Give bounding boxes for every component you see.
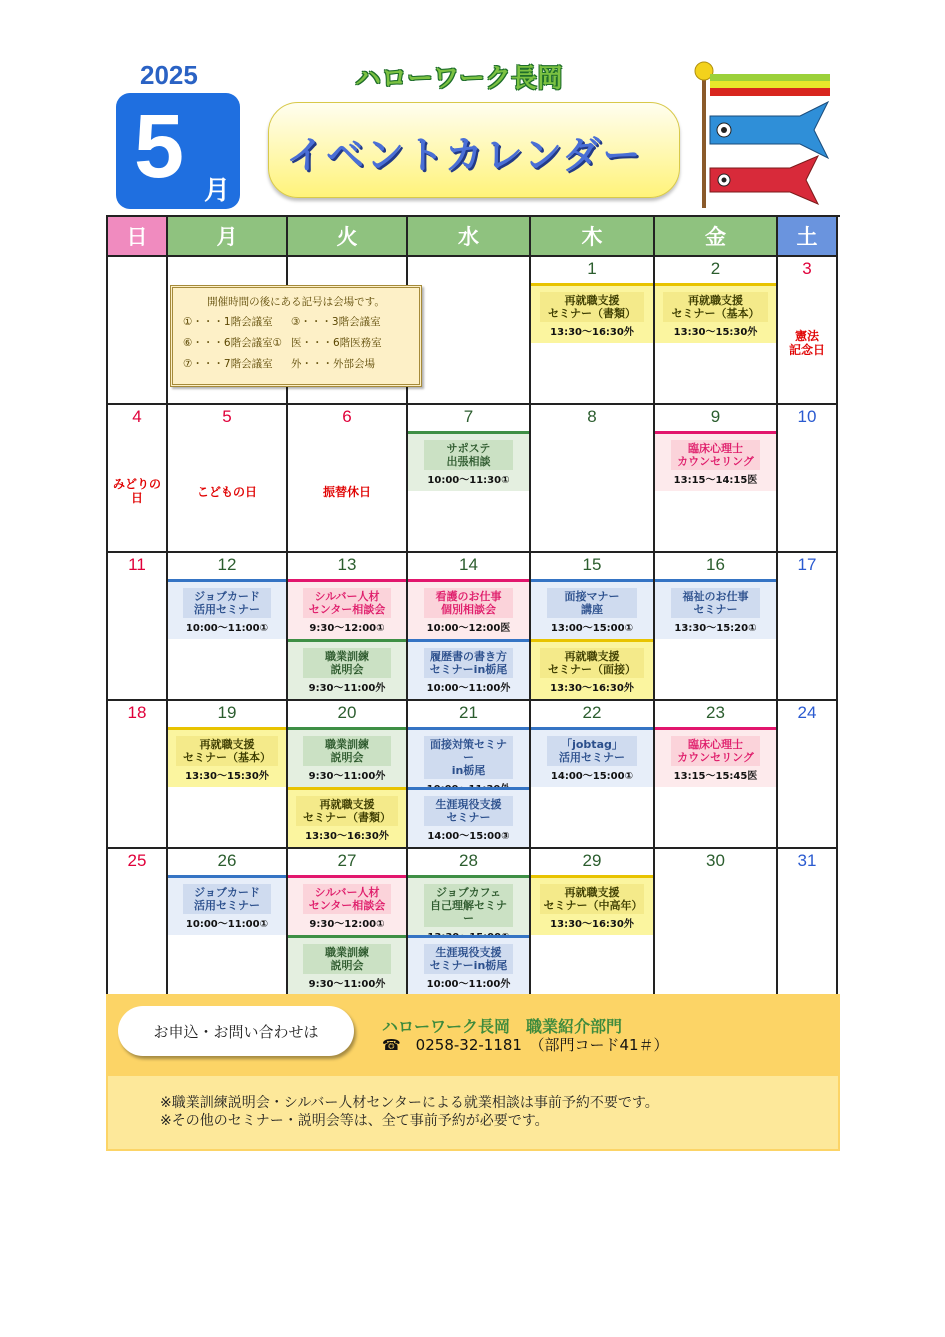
event-card[interactable] xyxy=(288,727,406,787)
event-time: 13:15～15:45医 xyxy=(673,771,758,782)
month-kanji: 月 xyxy=(204,176,231,206)
event-card[interactable] xyxy=(531,283,653,343)
event-time: 13:30～16:30外 xyxy=(305,831,389,842)
event-title: 再就職支援 セミナー（基本） xyxy=(176,736,277,766)
legend-item: ③・・・3階会議室 xyxy=(291,316,381,328)
event-card[interactable] xyxy=(408,639,529,699)
venue-legend xyxy=(170,285,422,387)
day-number: 18 xyxy=(127,703,147,722)
event-time: 13:30～15:30外 xyxy=(673,327,758,338)
day-number: 8 xyxy=(587,407,597,426)
event-time: 13:30～16:30外 xyxy=(550,683,634,694)
legend-item: ⑥・・・6階会議室① xyxy=(183,337,283,349)
event-time: 13:30～15:30外 xyxy=(185,771,269,782)
day-number: 12 xyxy=(217,555,237,574)
event-time: 10:00～11:00① xyxy=(185,919,269,930)
day-cell[interactable] xyxy=(531,405,655,553)
event-time: 14:00～15:00③ xyxy=(427,831,510,842)
event-time: 13:30～16:30外 xyxy=(550,327,634,338)
day-cell[interactable] xyxy=(288,701,408,849)
event-title: 再就職支援 セミナー（書類） xyxy=(540,292,645,322)
event-title: 看護のお仕事 個別相談会 xyxy=(424,588,514,618)
weekday-cell: 金 xyxy=(655,217,778,257)
day-cell[interactable] xyxy=(108,701,168,849)
legend-item: 外・・・外部会場 xyxy=(291,358,375,370)
holiday-label: 振替休日 xyxy=(322,485,371,499)
event-title: ジョブカード 活用セミナー xyxy=(183,588,270,618)
day-number: 24 xyxy=(797,703,817,722)
event-title: 面接マナー 講座 xyxy=(547,588,637,618)
day-cell[interactable] xyxy=(168,849,288,997)
day-cell[interactable] xyxy=(655,849,778,997)
week-row xyxy=(108,405,840,553)
event-time: 10:00～12:00医 xyxy=(426,623,511,634)
day-cell[interactable] xyxy=(168,701,288,849)
event-card[interactable] xyxy=(408,875,529,935)
day-cell[interactable] xyxy=(288,553,408,701)
contact-button[interactable]: お申込・お問い合わせは xyxy=(118,1006,354,1056)
event-card[interactable] xyxy=(408,431,529,491)
day-number: 30 xyxy=(706,851,725,870)
event-title: 生涯現役支援 セミナーin栃尾 xyxy=(424,944,514,974)
event-card[interactable] xyxy=(288,639,406,699)
year-label: 2025 xyxy=(140,60,198,90)
notes-box xyxy=(106,1074,840,1151)
contact-bar xyxy=(106,994,840,1074)
office-name: ハローワーク長岡 xyxy=(355,64,564,94)
legend-title: 開催時間の後にある記号は会場です。 xyxy=(207,296,385,308)
day-cell[interactable] xyxy=(655,257,778,405)
event-card[interactable] xyxy=(655,579,776,639)
koinobori-icon xyxy=(690,58,840,208)
event-card[interactable] xyxy=(408,935,529,995)
day-number: 29 xyxy=(582,851,602,870)
day-number: 27 xyxy=(337,851,357,870)
day-number: 22 xyxy=(582,703,602,722)
event-card[interactable] xyxy=(655,727,776,787)
day-cell[interactable] xyxy=(531,257,655,405)
event-title: サポステ 出張相談 xyxy=(424,440,514,470)
event-time: 9:30～12:00① xyxy=(309,919,385,930)
day-number: 11 xyxy=(128,555,146,574)
day-cell[interactable] xyxy=(655,405,778,553)
day-number: 19 xyxy=(217,703,237,722)
week-row xyxy=(108,849,840,997)
event-title: 生涯現役支援 セミナー xyxy=(424,796,514,826)
day-cell[interactable] xyxy=(288,405,408,553)
contact-phone: ☎ 0258-32-1181 （部門コード41＃） xyxy=(382,1036,669,1054)
day-number: 26 xyxy=(217,851,237,870)
event-title: 「jobtag」 活用セミナー xyxy=(547,736,637,766)
event-time: 13:30～15:20① xyxy=(674,623,757,634)
event-card[interactable] xyxy=(531,579,653,639)
event-title: 再就職支援 セミナー（中高年） xyxy=(540,884,645,914)
day-number: 21 xyxy=(459,703,478,722)
page-title: イベントカレンダー xyxy=(286,133,643,177)
event-title: 職業訓練 説明会 xyxy=(303,648,390,678)
event-card[interactable] xyxy=(288,935,406,995)
weekday-header xyxy=(108,217,840,257)
day-cell[interactable] xyxy=(655,553,778,701)
day-cell[interactable] xyxy=(655,701,778,849)
day-cell[interactable] xyxy=(408,257,531,405)
day-cell[interactable] xyxy=(778,701,838,849)
event-title: 再就職支援 セミナー（書類） xyxy=(296,796,397,826)
day-number: 6 xyxy=(342,407,352,426)
day-number: 16 xyxy=(706,555,725,574)
event-title: シルバー人材 センター相談会 xyxy=(303,884,390,914)
day-cell[interactable] xyxy=(531,553,655,701)
week-row xyxy=(108,701,840,849)
legend-item: ①・・・1階会議室 xyxy=(183,316,273,328)
day-cell[interactable] xyxy=(778,849,838,997)
day-number: 31 xyxy=(797,851,817,870)
event-time: 10:00～11:00外 xyxy=(426,979,511,990)
day-cell[interactable] xyxy=(531,849,655,997)
legend-item: ⑦・・・7階会議室 xyxy=(183,358,273,370)
weekday-cell: 木 xyxy=(531,217,655,257)
event-card[interactable] xyxy=(168,875,286,935)
event-card[interactable] xyxy=(655,431,776,491)
holiday-label: みどりの 日 xyxy=(112,477,161,505)
event-card[interactable] xyxy=(531,727,653,787)
event-time: 9:30～11:00外 xyxy=(308,683,386,694)
event-time: 14:00～15:00① xyxy=(550,771,634,782)
month-number: 5 xyxy=(134,97,185,197)
weekday-cell: 土 xyxy=(778,217,838,257)
event-time: 9:30～11:00外 xyxy=(308,979,386,990)
event-title: 職業訓練 説明会 xyxy=(303,944,390,974)
event-card[interactable] xyxy=(531,639,653,699)
event-title: 履歴書の書き方 セミナーin栃尾 xyxy=(424,648,514,678)
day-cell[interactable] xyxy=(168,553,288,701)
event-title: 職業訓練 説明会 xyxy=(303,736,390,766)
day-cell[interactable] xyxy=(778,553,838,701)
event-title: 臨床心理士 カウンセリング xyxy=(671,736,761,766)
day-cell[interactable] xyxy=(108,405,168,553)
legend-row xyxy=(183,314,409,329)
day-number: 4 xyxy=(132,407,142,426)
day-number: 1 xyxy=(587,259,597,278)
legend-row xyxy=(183,356,409,371)
day-cell[interactable] xyxy=(408,553,531,701)
day-cell[interactable] xyxy=(531,701,655,849)
day-cell[interactable] xyxy=(778,405,838,553)
contact-name: ハローワーク長岡 職業紹介部門 xyxy=(382,1017,623,1036)
weekday-cell: 火 xyxy=(288,217,408,257)
event-card[interactable] xyxy=(288,787,406,847)
event-time: 10:00～11:00① xyxy=(185,623,269,634)
event-card[interactable] xyxy=(408,579,529,639)
day-number: 7 xyxy=(463,407,474,426)
day-number: 28 xyxy=(459,851,478,870)
event-time: 9:30～11:00外 xyxy=(308,771,386,782)
day-number: 10 xyxy=(797,407,817,426)
day-number: 2 xyxy=(710,259,721,278)
event-card[interactable] xyxy=(168,579,286,639)
event-time: 9:30～12:00① xyxy=(309,623,385,634)
weekday-cell: 日 xyxy=(108,217,168,257)
day-number: 5 xyxy=(222,407,232,426)
day-cell[interactable] xyxy=(108,849,168,997)
event-time: 13:15～14:15医 xyxy=(673,475,758,486)
legend-row xyxy=(183,335,409,350)
event-title: ジョブカフェ 自己理解セミナー xyxy=(424,884,514,927)
event-card[interactable] xyxy=(288,875,406,935)
holiday-label: 憲法 記念日 xyxy=(788,329,825,357)
day-cell[interactable] xyxy=(778,257,838,405)
event-card[interactable] xyxy=(408,787,529,847)
week-row xyxy=(108,553,840,701)
note-line: ※その他のセミナー・説明会等は、全て事前予約が必要です。 xyxy=(160,1113,549,1129)
event-title: シルバー人材 センター相談会 xyxy=(303,588,390,618)
day-number: 9 xyxy=(710,407,721,426)
event-card[interactable] xyxy=(168,727,286,787)
day-cell[interactable] xyxy=(408,849,531,997)
day-number: 20 xyxy=(337,703,357,722)
event-title: 再就職支援 セミナー（基本） xyxy=(663,292,767,322)
note-line: ※職業訓練説明会・シルバー人材センターによる就業相談は事前予約不要です。 xyxy=(160,1095,659,1111)
event-time: 10:00～11:30① xyxy=(427,475,510,486)
event-title: 再就職支援 セミナー（面接） xyxy=(540,648,645,678)
event-title: 臨床心理士 カウンセリング xyxy=(671,440,761,470)
day-number: 25 xyxy=(127,851,147,870)
event-title: 福祉のお仕事 セミナー xyxy=(671,588,761,618)
event-card[interactable] xyxy=(288,579,406,639)
day-number: 14 xyxy=(459,555,478,574)
event-title: 面接対策セミナー in栃尾 xyxy=(424,736,514,779)
day-number: 23 xyxy=(706,703,725,722)
legend-item: 医・・・6階医務室 xyxy=(291,337,382,349)
day-cell[interactable] xyxy=(408,701,531,849)
day-number: 17 xyxy=(797,555,817,574)
day-number: 13 xyxy=(337,555,357,574)
day-cell[interactable] xyxy=(108,257,168,405)
weekday-cell: 月 xyxy=(168,217,288,257)
event-card[interactable] xyxy=(531,875,653,935)
event-card[interactable] xyxy=(655,283,776,343)
day-cell[interactable] xyxy=(288,849,408,997)
holiday-label: こどもの日 xyxy=(196,485,257,499)
event-time: 10:00～11:00外 xyxy=(426,683,511,694)
event-time: 13:00～15:00① xyxy=(550,623,634,634)
event-time: 13:30～16:30外 xyxy=(550,919,634,930)
event-card[interactable] xyxy=(408,727,529,787)
day-cell[interactable] xyxy=(168,405,288,553)
day-cell[interactable] xyxy=(108,553,168,701)
weekday-cell: 水 xyxy=(408,217,531,257)
day-number: 15 xyxy=(582,555,602,574)
day-cell[interactable] xyxy=(408,405,531,553)
event-title: ジョブカード 活用セミナー xyxy=(183,884,270,914)
day-number: 3 xyxy=(802,259,812,278)
